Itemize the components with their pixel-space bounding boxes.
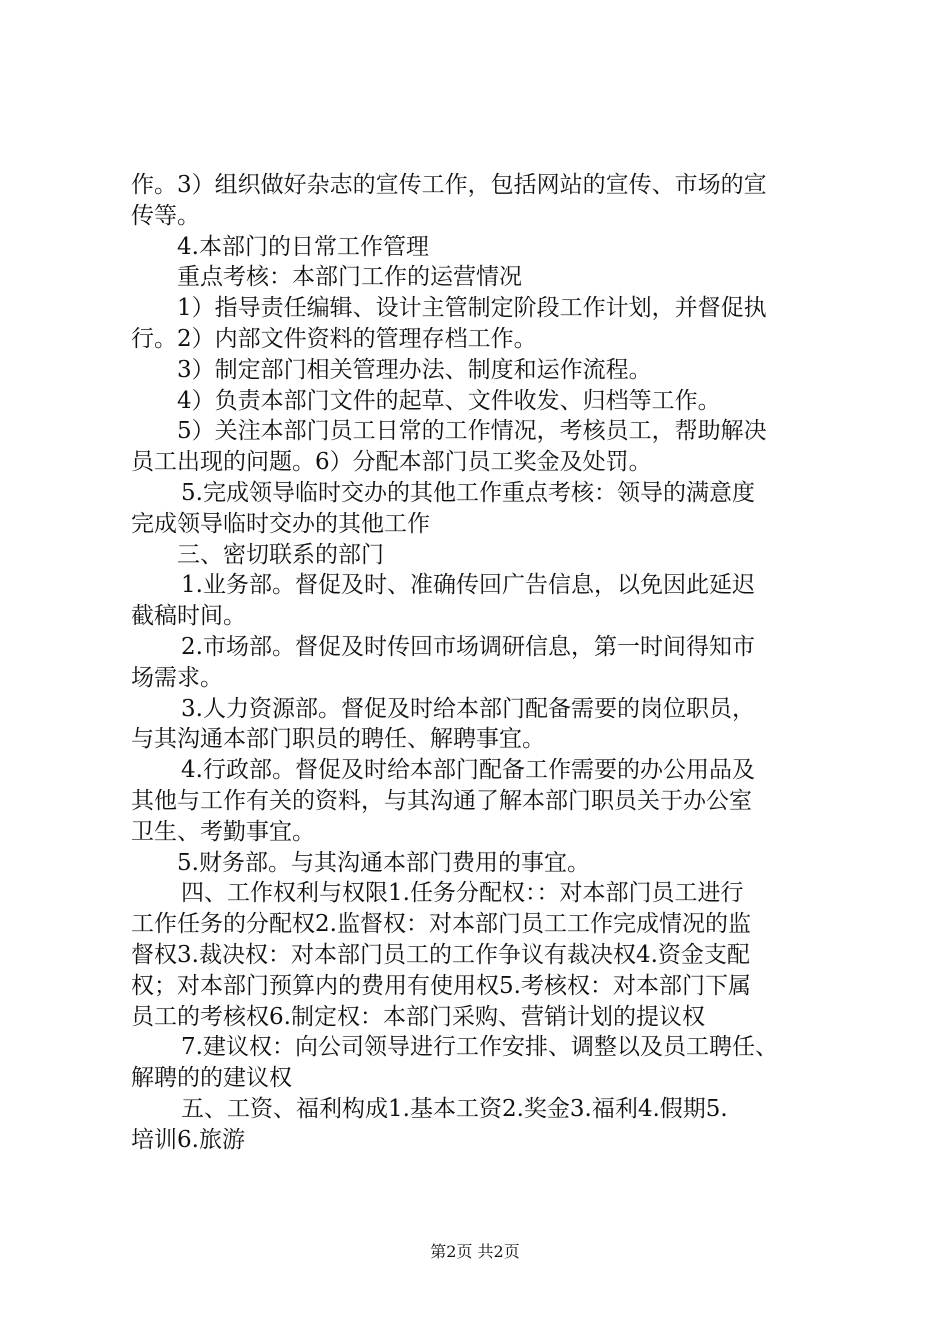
text-line: 5.财务部。与其沟通本部门费用的事宜。 <box>177 849 590 876</box>
text-line: 1.业务部。督促及时、准确传回广告信息，以免因此延迟 <box>181 572 755 599</box>
text-line: 7.建议权：向公司领导进行工作安排、调整以及员工聘任、 <box>181 1034 778 1061</box>
text-line: 场需求。 <box>131 664 223 691</box>
text-line: 其他与工作有关的资料，与其沟通了解本部门职员关于办公室 <box>131 787 752 814</box>
text-line: 1）指导责任编辑、设计主管制定阶段工作计划，并督促执 <box>177 295 767 322</box>
text-line: 权；对本部门预算内的费用有使用权5.考核权：对本部门下属 <box>131 972 751 999</box>
text-line: 3.人力资源部。督促及时给本部门配备需要的岗位职员， <box>181 695 755 722</box>
document-body <box>131 170 831 1156</box>
text-line: 截稿时间。 <box>131 603 246 630</box>
text-line: 员工的考核权6.制定权：本部门采购、营销计划的提议权 <box>131 1003 705 1030</box>
text-line: 工作任务的分配权2.监督权：对本部门员工工作完成情况的监 <box>131 911 751 938</box>
text-line: 传等。 <box>131 202 200 229</box>
text-line: 2.市场部。督促及时传回市场调研信息，第一时间得知市 <box>181 633 755 660</box>
text-line: 督权3.裁决权：对本部门员工的工作争议有裁决权4.资金支配 <box>131 941 750 968</box>
text-line: 行。2）内部文件资料的管理存档工作。 <box>131 325 537 352</box>
page-footer: 第2页 共2页 <box>430 1242 520 1261</box>
text-line: 4.本部门的日常工作管理 <box>177 233 429 260</box>
text-line: 卫生、考勤事宜。 <box>131 818 315 845</box>
text-line: 3）制定部门相关管理办法、制度和运作流程。 <box>177 356 652 383</box>
text-line: 与其沟通本部门职员的聘任、解聘事宜。 <box>131 726 545 753</box>
text-line: 解聘的的建议权 <box>131 1065 292 1092</box>
text-line: 四、工作权利与权限1.任务分配权：：对本部门员工进行 <box>181 880 744 907</box>
text-line: 完成领导临时交办的其他工作 <box>131 510 430 537</box>
text-line: 三、密切联系的部门 <box>177 541 384 568</box>
text-line: 5.完成领导临时交办的其他工作重点考核：领导的满意度 <box>181 479 755 506</box>
text-line: 5）关注本部门员工日常的工作情况，考核员工，帮助解决 <box>177 418 767 445</box>
text-line: 重点考核：本部门工作的运营情况 <box>177 264 522 291</box>
text-line: 五、工资、福利构成1.基本工资2.奖金3.福利4.假期5. <box>181 1095 728 1122</box>
text-line: 员工出现的问题。6）分配本部门员工奖金及处罚。 <box>131 449 652 476</box>
text-line: 作。3）组织做好杂志的宣传工作，包括网站的宣传、市场的宣 <box>131 172 767 198</box>
text-line: 4.行政部。督促及时给本部门配备工作需要的办公用品及 <box>181 757 755 784</box>
text-line: 4）负责本部门文件的起草、文件收发、归档等工作。 <box>177 387 721 414</box>
text-line: 培训6.旅游 <box>131 1126 245 1153</box>
